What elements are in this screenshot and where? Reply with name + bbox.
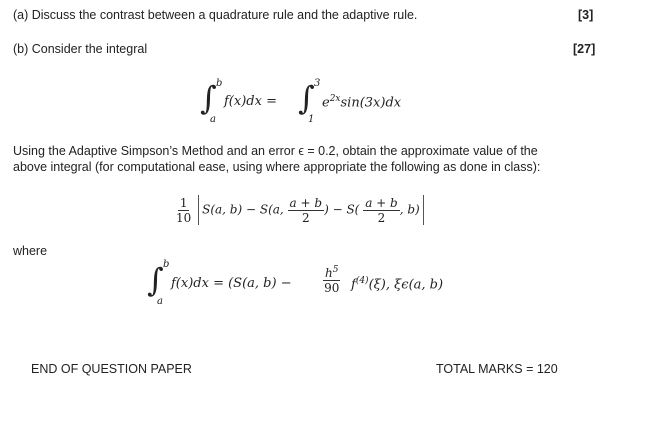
upper-limit-2: 3 xyxy=(314,78,321,89)
total-marks: TOTAL MARKS = 120 xyxy=(436,362,558,376)
integrand-2: $e^{2x}\sin(3x)dx$ xyxy=(322,94,402,111)
question-b-marks: [27] xyxy=(573,42,596,56)
lower-limit-1: a xyxy=(210,114,216,125)
paragraph-line-1: Using the Adaptive Simpson’s Method and an error ϵ = 0.2, obtain the approximate value of the xyxy=(13,144,538,158)
integrand-1: f(x)dx = xyxy=(224,94,277,109)
lower-limit-3: a xyxy=(157,296,163,307)
formula-rest: $f^{(4)}(\xi)$, ξϵ(a, b) xyxy=(351,276,444,293)
lower-limit-2: 1 xyxy=(308,114,315,125)
integral-equation xyxy=(200,78,460,126)
formula-lhs: f(x)dx = (S(a, b) − xyxy=(171,276,292,291)
upper-limit-3: b xyxy=(163,259,170,270)
question-a-marks: [3] xyxy=(578,8,594,22)
error-formula xyxy=(147,258,487,308)
integral-sign-3: ∫ xyxy=(147,261,164,299)
integral-sign: ∫ xyxy=(200,79,217,117)
paragraph-line-2: above integral (for computational ease, using where appropriate the following as done in class): xyxy=(13,160,541,174)
criterion-formula: $\frac{1}{10}$ S(a, b) − S(a, $\frac{a + b}{2}$ ) − S( $\frac{a + b}{2}$ , b) xyxy=(176,195,427,225)
where-label: where xyxy=(13,244,48,258)
integral-sign-2: ∫ xyxy=(298,79,315,117)
question-a: (a) Discuss the contrast between a quadrature rule and the adaptive rule. xyxy=(13,8,418,22)
h-fraction: $\frac{h^5}{90}$ xyxy=(324,265,340,295)
end-of-paper: END OF QUESTION PAPER xyxy=(31,362,192,376)
question-b: (b) Consider the integral xyxy=(13,42,148,56)
upper-limit-1: b xyxy=(216,78,223,89)
coefficient-fraction: $\frac{1}{10}$ xyxy=(176,195,192,225)
